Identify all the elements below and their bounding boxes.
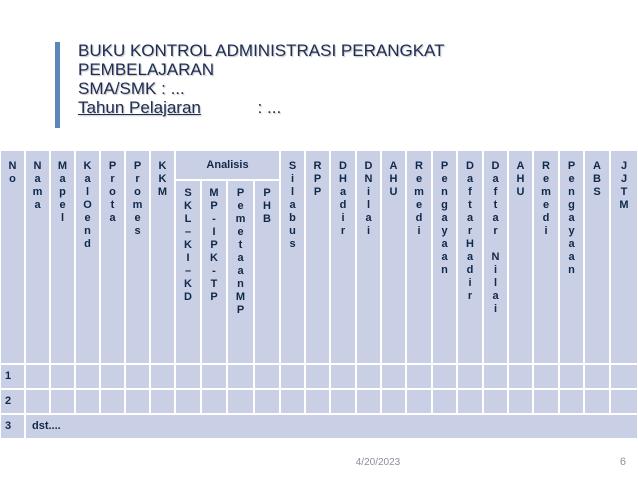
header-abs xyxy=(584,150,610,364)
header-jjtm-label: J J T M xyxy=(619,160,629,211)
table-cell xyxy=(356,364,381,389)
header-analisis xyxy=(175,150,280,180)
table-cell xyxy=(25,364,50,389)
table-cell xyxy=(483,364,508,389)
header-prota-label: P r o t a xyxy=(108,160,117,224)
header-kkm xyxy=(150,150,175,364)
table-cell xyxy=(75,364,100,389)
header-pengayaan-2-label: P e n g a y a a n xyxy=(567,160,576,276)
header-daftar-nilai-label: D a f t a r N i l a i xyxy=(491,160,500,315)
table-cell xyxy=(406,389,432,414)
table-cell xyxy=(150,389,175,414)
header-dhadir xyxy=(330,150,356,364)
header-jjtm xyxy=(610,150,638,364)
header-remedi-1-label: R e m e d i xyxy=(414,160,424,237)
table-cell xyxy=(254,364,280,389)
table-cell xyxy=(254,389,280,414)
header-remedi-1 xyxy=(406,150,432,364)
table-cell xyxy=(100,389,125,414)
header-kalender xyxy=(75,150,100,364)
table-cell xyxy=(533,389,559,414)
table-cell xyxy=(330,364,356,389)
table-cell xyxy=(50,364,75,389)
header-daftar-nilai xyxy=(483,150,508,364)
table-cell xyxy=(610,389,638,414)
header-rpp xyxy=(305,150,330,364)
title-line-2: PEMBELAJARAN xyxy=(78,60,215,79)
header-promes-label: P r o m e s xyxy=(132,160,143,237)
table-cell xyxy=(457,364,483,389)
footer-date: 4/20/2023 xyxy=(355,457,401,468)
title-line-1: BUKU KONTROL ADMINISTRASI PERANGKAT xyxy=(78,41,445,60)
header-no-label: N o xyxy=(8,160,17,185)
title-line-4 xyxy=(78,98,618,117)
table-cell xyxy=(508,364,533,389)
title-accent-bar xyxy=(55,42,60,128)
header-kalender-label: K a l O e n d xyxy=(83,160,92,250)
header-skl-label: S K L – K I – K D xyxy=(184,187,192,303)
header-dnilai-label: D N i l a i xyxy=(364,160,373,237)
table-cell xyxy=(175,364,201,389)
header-phb-label: P H B xyxy=(263,187,271,225)
title-year-label: Tahun Pelajaran xyxy=(78,98,201,117)
header-analisis-label: Analisis xyxy=(206,159,249,171)
table-cell xyxy=(100,364,125,389)
table-row-number-cell xyxy=(0,389,25,414)
table-cell xyxy=(25,389,50,414)
table-cell xyxy=(227,389,254,414)
table-cell xyxy=(75,389,100,414)
table-cell xyxy=(406,364,432,389)
table-cell xyxy=(381,364,406,389)
table-cell xyxy=(381,389,406,414)
row-number: 3 xyxy=(5,420,12,432)
table-row-number-cell xyxy=(0,414,25,439)
table-cell xyxy=(533,364,559,389)
table-row-merged-cell xyxy=(25,414,638,439)
header-silabus-label: S i l a b u s xyxy=(288,160,297,250)
table-cell xyxy=(432,364,457,389)
header-pemetaan-label: P e m e t a a n M P xyxy=(235,187,246,316)
table-cell xyxy=(175,389,201,414)
header-pengayaan-2 xyxy=(559,150,584,364)
header-promes xyxy=(125,150,150,364)
row-number: 1 xyxy=(5,370,12,382)
header-ahu-2-label: A H U xyxy=(516,160,525,198)
header-mapel xyxy=(50,150,75,364)
header-nama-label: N a m a xyxy=(32,160,43,211)
header-prota xyxy=(100,150,125,364)
table-cell xyxy=(305,364,330,389)
header-pemetaan xyxy=(227,180,254,364)
slide-title xyxy=(78,41,618,117)
title-line-3: SMA/SMK : ... xyxy=(78,79,185,98)
table-cell xyxy=(559,364,584,389)
header-pengayaan-1 xyxy=(432,150,457,364)
header-daftar-hadir-label: D a f t a r H a d i r xyxy=(466,160,474,302)
header-ahu-2 xyxy=(508,150,533,364)
table-cell xyxy=(432,389,457,414)
table-cell xyxy=(483,389,508,414)
table-cell xyxy=(150,364,175,389)
table-cell xyxy=(227,364,254,389)
header-kkm-label: K K M xyxy=(157,160,168,198)
footer-page-number: 6 xyxy=(619,456,626,468)
header-abs-label: A B S xyxy=(593,160,601,198)
header-mp-label: M P - I P K - T P xyxy=(209,187,219,303)
header-rpp-label: R P P xyxy=(313,160,322,198)
table-cell xyxy=(508,389,533,414)
header-dhadir-label: D H a d i r xyxy=(339,160,347,237)
table-cell xyxy=(610,364,638,389)
header-skl xyxy=(175,180,201,364)
table-cell xyxy=(330,389,356,414)
table-cell xyxy=(201,364,227,389)
header-ahu-1 xyxy=(381,150,406,364)
table-cell xyxy=(457,389,483,414)
table-cell xyxy=(584,389,610,414)
row-number: 2 xyxy=(5,395,12,407)
table-cell xyxy=(356,389,381,414)
table-row-number-cell xyxy=(0,364,25,389)
header-remedi-2-label: R e m e d i xyxy=(541,160,551,237)
header-pengayaan-1-label: P e n g a y a a n xyxy=(440,160,449,276)
header-nama xyxy=(25,150,50,364)
table-cell xyxy=(201,389,227,414)
header-ahu-1-label: A H U xyxy=(389,160,398,198)
header-mapel-label: M a p e l xyxy=(57,160,68,224)
row-continuation-text: dst.... xyxy=(32,420,61,432)
table-cell xyxy=(584,364,610,389)
table-cell xyxy=(50,389,75,414)
header-silabus xyxy=(280,150,305,364)
header-no xyxy=(0,150,25,364)
table-cell xyxy=(125,364,150,389)
table-cell xyxy=(280,389,305,414)
header-mp xyxy=(201,180,227,364)
table-cell xyxy=(559,389,584,414)
table-cell xyxy=(280,364,305,389)
table-cell xyxy=(125,389,150,414)
title-year-value: : ... xyxy=(200,98,282,117)
header-dnilai xyxy=(356,150,381,364)
header-remedi-2 xyxy=(533,150,559,364)
header-daftar-hadir xyxy=(457,150,483,364)
table-cell xyxy=(305,389,330,414)
header-phb xyxy=(254,180,280,364)
